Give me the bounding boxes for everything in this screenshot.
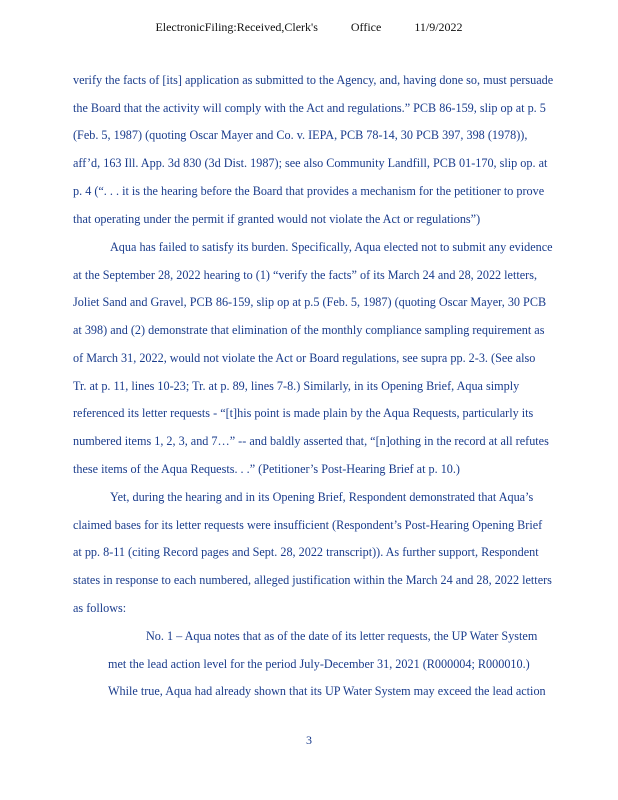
body-line: at the September 28, 2022 hearing to (1) “verify the facts” of its March 24 and 28, 2022 letters, — [73, 268, 537, 282]
body-line: Yet, during the hearing and in its Opening Brief, Respondent demonstrated that Aqua’s — [110, 490, 534, 504]
body-line: states in response to each numbered, alleged justification within the March 24 and 28, 2022 letters — [73, 573, 552, 587]
filing-stamp-header — [0, 20, 618, 35]
body-line: p. 4 (“. . . it is the hearing before the Board that provides a mechanism for the petitioner to prove — [73, 184, 545, 198]
body-line: (Feb. 5, 1987) (quoting Oscar Mayer and Co. v. IEPA, PCB 78-14, 30 PCB 397, 398 (1978)), — [73, 128, 528, 142]
filing-label: ElectronicFiling:Received,Clerk's — [155, 20, 318, 34]
body-line: No. 1 – Aqua notes that as of the date of its letter requests, the UP Water System — [146, 629, 538, 643]
body-line: referenced its letter requests - “[t]his point is made plain by the Aqua Requests, particularly its — [73, 406, 534, 420]
body-line: While true, Aqua had already shown that its UP Water System may exceed the lead action — [108, 684, 546, 698]
body-line: Tr. at p. 11, lines 10-23; Tr. at p. 89, lines 7-8.) Similarly, in its Opening Brief, Aqua simply — [73, 379, 520, 393]
body-line: the Board that the activity will comply with the Act and regulations.” PCB 86-159, slip op at p. 5 — [73, 101, 546, 115]
body-line: of March 31, 2022, would not violate the Act or Board regulations, see supra pp. 2-3. (See also — [73, 351, 536, 365]
body-line: these items of the Aqua Requests. . .” (Petitioner’s Post-Hearing Brief at p. 10.) — [73, 462, 460, 476]
body-line: Aqua has failed to satisfy its burden. Specifically, Aqua elected not to submit any evidence — [110, 240, 553, 254]
body-line: as follows: — [73, 601, 127, 615]
body-line: at pp. 8-11 (citing Record pages and Sept. 28, 2022 transcript)). As further support, Respondent — [73, 545, 539, 559]
body-line: verify the facts of [its] application as submitted to the Agency, and, having done so, must persuade — [73, 73, 554, 87]
body-line: Joliet Sand and Gravel, PCB 86-159, slip op at p.5 (Feb. 5, 1987) (quoting Oscar Mayer, 30 PCB — [73, 295, 547, 309]
office-label: Office — [350, 20, 382, 34]
body-line: met the lead action level for the period July-December 31, 2021 (R000004; R000010.) — [108, 657, 530, 671]
body-line: numbered items 1, 2, 3, and 7…” -- and baldly asserted that, “[n]othing in the record at all refutes — [73, 434, 549, 448]
body-line: that operating under the permit if granted would not violate the Act or regulations”) — [73, 212, 481, 226]
body-line: claimed bases for its letter requests were insufficient (Respondent’s Post-Hearing Opening Brief — [73, 518, 543, 532]
body-line: aff’d, 163 Ill. App. 3d 830 (3d Dist. 1987); see also Community Landfill, PCB 01-170, slip op. at — [73, 156, 548, 170]
filing-date: 11/9/2022 — [414, 20, 463, 34]
page-number: 3 — [306, 733, 312, 747]
body-line: at 398) and (2) demonstrate that elimination of the monthly compliance sampling requirement as — [73, 323, 545, 337]
